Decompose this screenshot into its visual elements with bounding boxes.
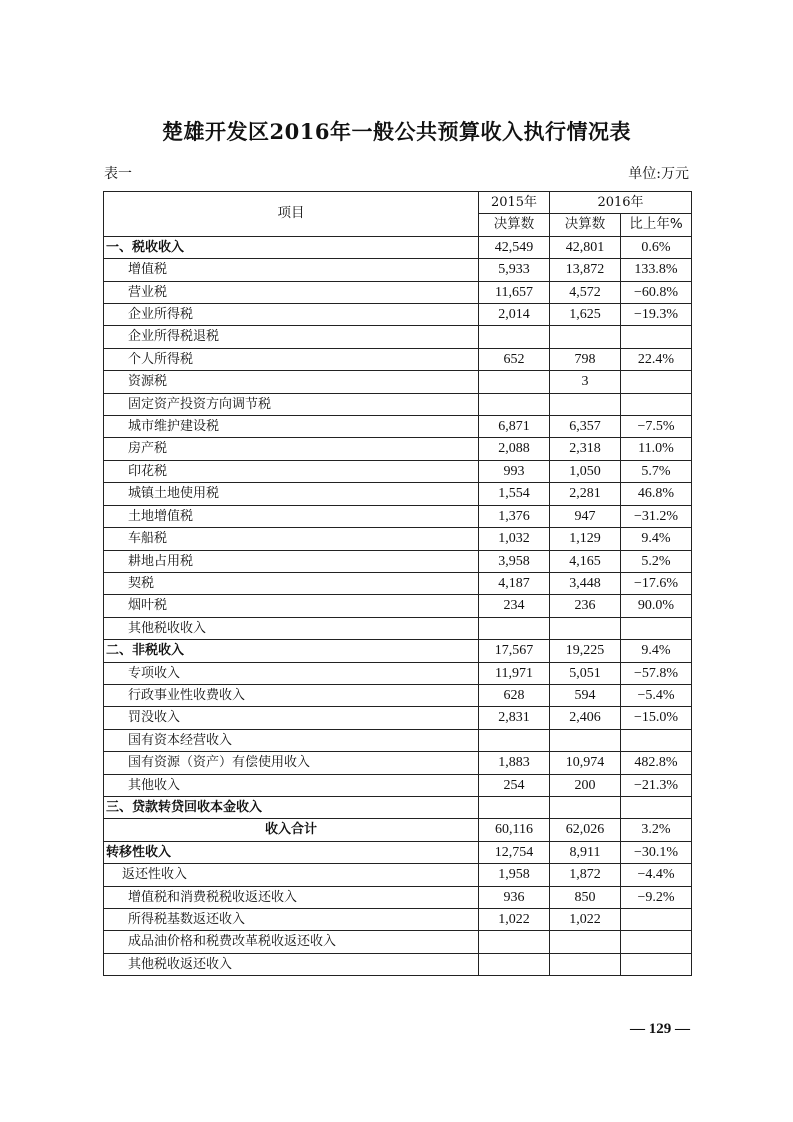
cell-pct-change: −57.8%: [621, 662, 692, 684]
header-final-2016: 决算数: [550, 214, 621, 236]
cell-final-2016: 947: [550, 505, 621, 527]
row-label: 契税: [104, 572, 479, 594]
cell-pct-change: −30.1%: [621, 841, 692, 863]
cell-pct-change: [621, 393, 692, 415]
table-row: [104, 774, 692, 796]
cell-final-2015: 6,871: [479, 416, 550, 438]
cell-pct-change: 5.7%: [621, 460, 692, 482]
header-year-2015: 2015年: [479, 192, 550, 214]
cell-final-2015: 1,376: [479, 505, 550, 527]
cell-final-2016: 8,911: [550, 841, 621, 863]
row-label: 其他税收收入: [104, 617, 479, 639]
table-row: [104, 707, 692, 729]
header-year-2016: 2016年: [550, 192, 692, 214]
cell-pct-change: −4.4%: [621, 864, 692, 886]
cell-final-2016: [550, 796, 621, 818]
cell-final-2015: 1,022: [479, 909, 550, 931]
budget-table: [103, 191, 692, 976]
cell-final-2016: 19,225: [550, 640, 621, 662]
cell-final-2016: 1,022: [550, 909, 621, 931]
table-body: [104, 236, 692, 975]
row-label: 固定资产投资方向调节税: [104, 393, 479, 415]
cell-pct-change: −31.2%: [621, 505, 692, 527]
table-row: [104, 326, 692, 348]
header-pct-change: 比上年%: [621, 214, 692, 236]
cell-final-2016: [550, 617, 621, 639]
row-label: 所得税基数返还收入: [104, 909, 479, 931]
row-label: 车船税: [104, 528, 479, 550]
cell-final-2016: 42,801: [550, 236, 621, 258]
cell-final-2016: [550, 326, 621, 348]
cell-final-2015: [479, 729, 550, 751]
table-row: [104, 236, 692, 258]
cell-pct-change: [621, 371, 692, 393]
cell-pct-change: [621, 617, 692, 639]
cell-pct-change: −9.2%: [621, 886, 692, 908]
table-row: [104, 304, 692, 326]
row-label: 烟叶税: [104, 595, 479, 617]
cell-final-2015: 17,567: [479, 640, 550, 662]
row-label: 转移性收入: [104, 841, 479, 863]
cell-final-2016: 798: [550, 348, 621, 370]
header-row-1: [104, 192, 692, 214]
cell-final-2016: 1,872: [550, 864, 621, 886]
cell-final-2015: 2,014: [479, 304, 550, 326]
cell-final-2015: 993: [479, 460, 550, 482]
cell-final-2016: 3,448: [550, 572, 621, 594]
table-row: [104, 572, 692, 594]
row-label: 专项收入: [104, 662, 479, 684]
cell-final-2015: 936: [479, 886, 550, 908]
table-row: [104, 259, 692, 281]
cell-final-2015: 1,958: [479, 864, 550, 886]
cell-pct-change: [621, 326, 692, 348]
cell-final-2015: 628: [479, 684, 550, 706]
cell-pct-change: 133.8%: [621, 259, 692, 281]
row-label: 耕地占用税: [104, 550, 479, 572]
cell-final-2015: [479, 371, 550, 393]
cell-final-2015: 5,933: [479, 259, 550, 281]
cell-final-2016: 594: [550, 684, 621, 706]
page-number: — 129 —: [630, 1021, 690, 1037]
table-row: [104, 953, 692, 975]
cell-final-2016: 1,050: [550, 460, 621, 482]
row-label: 三、贷款转贷回收本金收入: [104, 796, 479, 818]
cell-final-2016: 1,625: [550, 304, 621, 326]
row-label: 返还性收入: [104, 864, 479, 886]
cell-pct-change: 3.2%: [621, 819, 692, 841]
row-label: 营业税: [104, 281, 479, 303]
table-row: [104, 348, 692, 370]
cell-final-2015: 11,971: [479, 662, 550, 684]
cell-pct-change: 11.0%: [621, 438, 692, 460]
cell-final-2015: 42,549: [479, 236, 550, 258]
row-label: 增值税和消费税税收返还收入: [104, 886, 479, 908]
table-row: [104, 528, 692, 550]
cell-final-2015: 254: [479, 774, 550, 796]
header-final-2015: 决算数: [479, 214, 550, 236]
cell-pct-change: [621, 796, 692, 818]
table-row: [104, 617, 692, 639]
row-label: 增值税: [104, 259, 479, 281]
table-row: [104, 438, 692, 460]
cell-pct-change: −60.8%: [621, 281, 692, 303]
cell-final-2015: 1,032: [479, 528, 550, 550]
cell-final-2016: 4,572: [550, 281, 621, 303]
cell-pct-change: [621, 953, 692, 975]
cell-final-2016: 4,165: [550, 550, 621, 572]
row-label: 房产税: [104, 438, 479, 460]
table-row: [104, 796, 692, 818]
cell-final-2015: 12,754: [479, 841, 550, 863]
row-label: 国有资源（资产）有偿使用收入: [104, 752, 479, 774]
cell-pct-change: −15.0%: [621, 707, 692, 729]
cell-pct-change: −21.3%: [621, 774, 692, 796]
cell-final-2015: [479, 796, 550, 818]
cell-final-2016: 3: [550, 371, 621, 393]
cell-final-2015: 60,116: [479, 819, 550, 841]
row-label: 收入合计: [104, 819, 479, 841]
row-label: 一、税收收入: [104, 236, 479, 258]
cell-pct-change: −19.3%: [621, 304, 692, 326]
row-label: 成品油价格和税费改革税收返还收入: [104, 931, 479, 953]
cell-final-2015: 11,657: [479, 281, 550, 303]
cell-final-2015: 4,187: [479, 572, 550, 594]
row-label: 其他税收返还收入: [104, 953, 479, 975]
table-row: [104, 281, 692, 303]
row-label: 企业所得税: [104, 304, 479, 326]
row-label: 个人所得税: [104, 348, 479, 370]
unit-label: 单位:万元: [628, 166, 689, 182]
cell-pct-change: [621, 729, 692, 751]
row-label: 罚没收入: [104, 707, 479, 729]
table-row: [104, 640, 692, 662]
cell-pct-change: [621, 909, 692, 931]
cell-final-2016: 5,051: [550, 662, 621, 684]
row-label: 企业所得税退税: [104, 326, 479, 348]
cell-final-2016: [550, 931, 621, 953]
table-row: [104, 752, 692, 774]
cell-final-2016: [550, 393, 621, 415]
row-label: 行政事业性收费收入: [104, 684, 479, 706]
cell-final-2015: [479, 953, 550, 975]
cell-pct-change: 22.4%: [621, 348, 692, 370]
cell-pct-change: −17.6%: [621, 572, 692, 594]
cell-final-2015: 234: [479, 595, 550, 617]
cell-final-2015: 1,554: [479, 483, 550, 505]
cell-final-2015: [479, 617, 550, 639]
cell-final-2016: [550, 953, 621, 975]
table-row: [104, 416, 692, 438]
table-row: [104, 819, 692, 841]
cell-final-2016: 13,872: [550, 259, 621, 281]
cell-pct-change: 482.8%: [621, 752, 692, 774]
cell-final-2016: [550, 729, 621, 751]
table-row: [104, 729, 692, 751]
page-title: 楚雄开发区2016年一般公共预算收入执行情况表: [162, 119, 631, 144]
row-label: 其他收入: [104, 774, 479, 796]
cell-pct-change: −5.4%: [621, 684, 692, 706]
cell-final-2016: 1,129: [550, 528, 621, 550]
table-row: [104, 841, 692, 863]
cell-pct-change: 5.2%: [621, 550, 692, 572]
table-row: [104, 931, 692, 953]
row-label: 二、非税收入: [104, 640, 479, 662]
row-label: 土地增值税: [104, 505, 479, 527]
cell-final-2016: 2,318: [550, 438, 621, 460]
table-row: [104, 886, 692, 908]
cell-pct-change: −7.5%: [621, 416, 692, 438]
cell-pct-change: 0.6%: [621, 236, 692, 258]
table-row: [104, 550, 692, 572]
table-row: [104, 662, 692, 684]
cell-final-2016: 6,357: [550, 416, 621, 438]
row-label: 印花税: [104, 460, 479, 482]
cell-final-2015: [479, 326, 550, 348]
table-id: 表一: [104, 166, 132, 182]
cell-pct-change: 9.4%: [621, 528, 692, 550]
cell-final-2015: 1,883: [479, 752, 550, 774]
cell-final-2016: 236: [550, 595, 621, 617]
cell-final-2015: 2,831: [479, 707, 550, 729]
cell-final-2015: [479, 393, 550, 415]
cell-final-2016: 2,281: [550, 483, 621, 505]
cell-final-2015: 2,088: [479, 438, 550, 460]
table-row: [104, 393, 692, 415]
cell-final-2016: 2,406: [550, 707, 621, 729]
cell-final-2016: 850: [550, 886, 621, 908]
row-label: 国有资本经营收入: [104, 729, 479, 751]
cell-final-2015: 3,958: [479, 550, 550, 572]
row-label: 资源税: [104, 371, 479, 393]
table-row: [104, 864, 692, 886]
row-label: 城镇土地使用税: [104, 483, 479, 505]
table-row: [104, 483, 692, 505]
cell-final-2016: 10,974: [550, 752, 621, 774]
cell-pct-change: 46.8%: [621, 483, 692, 505]
table-row: [104, 595, 692, 617]
cell-final-2016: 62,026: [550, 819, 621, 841]
table-row: [104, 460, 692, 482]
cell-final-2015: [479, 931, 550, 953]
header-item: 项目: [104, 192, 479, 237]
cell-pct-change: 9.4%: [621, 640, 692, 662]
table-row: [104, 684, 692, 706]
table-row: [104, 909, 692, 931]
cell-pct-change: [621, 931, 692, 953]
cell-pct-change: 90.0%: [621, 595, 692, 617]
cell-final-2015: 652: [479, 348, 550, 370]
row-label: 城市维护建设税: [104, 416, 479, 438]
table-row: [104, 371, 692, 393]
cell-final-2016: 200: [550, 774, 621, 796]
table-row: [104, 505, 692, 527]
